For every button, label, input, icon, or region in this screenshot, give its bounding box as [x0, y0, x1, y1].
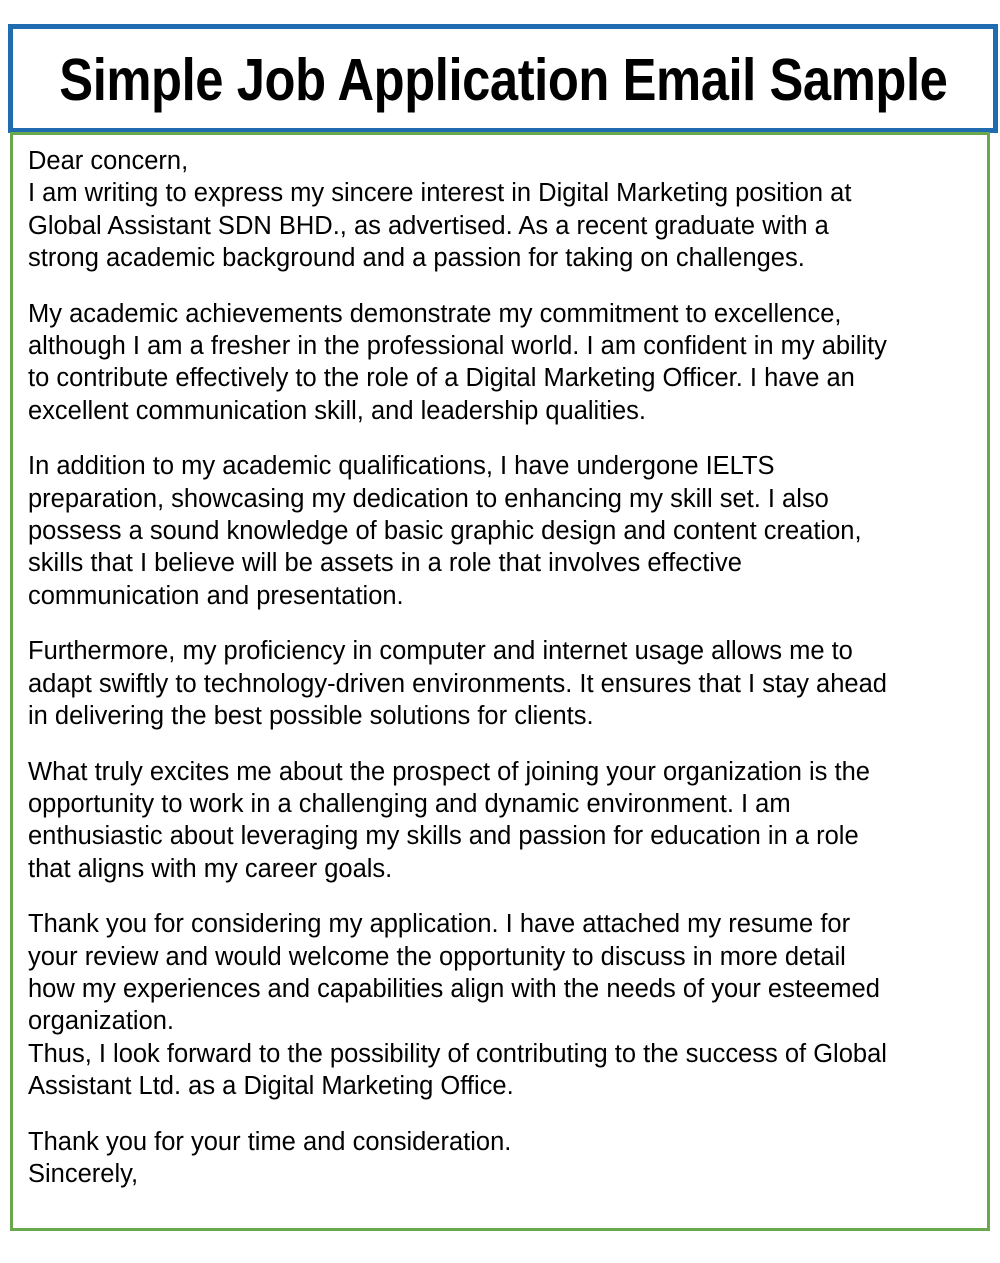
text-line: My academic achievements demonstrate my commitment to excellence, — [28, 299, 842, 328]
paragraph-thanks — [28, 908, 983, 1102]
text-line: excellent communication skill, and leadership qualities. — [28, 396, 646, 425]
text-line: preparation, showcasing my dedication to enhancing my skill set. I also — [28, 484, 829, 513]
text-line: Furthermore, my proficiency in computer and internet usage allows me to — [28, 637, 853, 666]
text-line: What truly excites me about the prospect of joining your organization is the — [28, 757, 870, 786]
page-title: Simple Job Application Email Sample — [58, 47, 948, 113]
text-line: your review and would welcome the opportunity to discuss in more detail — [28, 942, 846, 971]
text-line: communication and presentation. — [28, 581, 404, 610]
text-line: I am writing to express my sincere interest in Digital Marketing position at — [28, 179, 852, 208]
text-line: that aligns with my career goals. — [28, 854, 393, 883]
paragraph-closing — [28, 1126, 983, 1191]
text-line: Assistant Ltd. as a Digital Marketing Office. — [28, 1072, 514, 1101]
text-line: in delivering the best possible solutions for clients. — [28, 702, 594, 731]
title-banner — [8, 24, 998, 133]
paragraph-achievements — [28, 298, 983, 428]
text-line: Global Assistant SDN BHD., as advertised. As a recent graduate with a — [28, 211, 829, 240]
text-line: although I am a fresher in the professional world. I am confident in my ability — [28, 332, 887, 361]
signoff: Sincerely, — [28, 1159, 139, 1188]
text-line: organization. — [28, 1007, 175, 1036]
text-line: skills that I believe will be assets in a role that involves effective — [28, 549, 742, 578]
text-line: opportunity to work in a challenging and dynamic environment. I am — [28, 789, 791, 818]
text-line: Dear concern, — [28, 147, 189, 175]
text-line: Thank you for considering my application. I have attached my resume for — [28, 910, 851, 939]
text-line: to contribute effectively to the role of a Digital Marketing Officer. I have an — [28, 364, 855, 393]
letter-body-box — [10, 132, 990, 1231]
paragraph-proficiency — [28, 635, 983, 732]
paragraph-excitement — [28, 756, 983, 886]
text-line: Thus, I look forward to the possibility of contributing to the success of Global — [28, 1039, 887, 1068]
paragraph-qualifications — [28, 450, 983, 612]
text-line: In addition to my academic qualifications, I have undergone IELTS — [28, 452, 775, 481]
text-line: Thank you for your time and consideration. — [28, 1127, 512, 1156]
text-line: possess a sound knowledge of basic graphic design and content creation, — [28, 517, 862, 546]
letter-text — [28, 145, 983, 1213]
text-line: enthusiastic about leveraging my skills and passion for education in a role — [28, 822, 859, 851]
text-line: adapt swiftly to technology-driven environments. It ensures that I stay ahead — [28, 669, 887, 698]
text-line: how my experiences and capabilities align with the needs of your esteemed — [28, 974, 880, 1003]
paragraph-greeting — [28, 145, 983, 275]
text-line: strong academic background and a passion for taking on challenges. — [28, 244, 805, 273]
